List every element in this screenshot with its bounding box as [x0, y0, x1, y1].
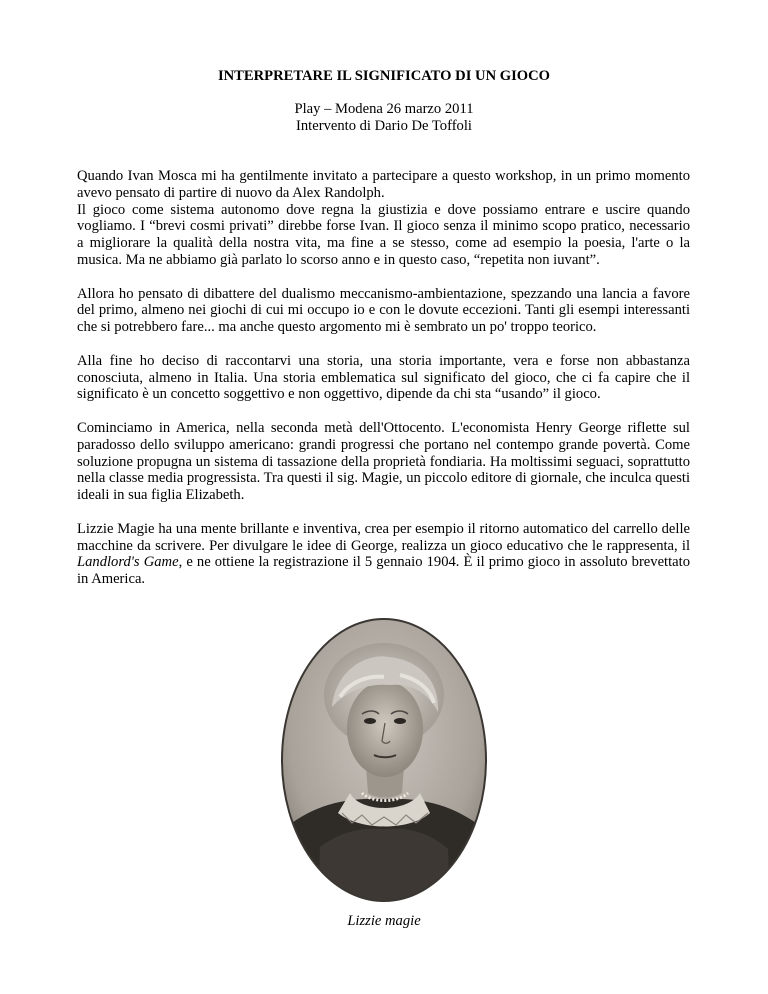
paragraph-5 — [77, 521, 690, 588]
document-subtitle — [0, 101, 768, 135]
author-line: Intervento di Dario De Toffoli — [296, 117, 472, 134]
document-title: INTERPRETARE IL SIGNIFICATO DI UN GIOCO — [217, 68, 551, 84]
paragraph-4: Cominciamo in America, nella seconda metà dell'Ottocento. L'economista Henry George riflette sul paradosso dello sviluppo americano: grandi progressi che portano nel contempo grande povertà. Come soluzione propugna un sistema di tassazione della proprietà fondiaria. Ha moltissimi seguaci, soprattutto nella classe media progressista. Tra questi il sig. Magie, un piccolo editore di giornale, che inculca questi ideali in sua figlia Elizabeth. — [77, 419, 690, 504]
paragraph-2: Allora ho pensato di dibattere del dualismo meccanismo-ambientazione, spezzando una lancia a favore del primo, almeno nei giochi di cui mi occupo io e con le dovute eccezioni. Tanti gli esempi interessanti che si potrebbero fare... ma anche questo argomento mi è sembrato un po' troppo teorico. — [77, 285, 690, 336]
event-line: Play – Modena 26 marzo 2011 — [294, 101, 474, 117]
paragraph-1-sentence-1: Quando Ivan Mosca mi ha gentilmente invitato a partecipare a questo workshop, in un primo momento avevo pensato di partire di nuovo da Alex Randolph. — [77, 168, 690, 201]
portrait-image — [280, 617, 488, 903]
paragraph-1 — [77, 168, 690, 269]
paragraph-1-sentence-2: Il gioco come sistema autonomo dove regna la giustizia e dove possiamo entrare e uscire quando vogliamo. I “brevi cosmi privati” direbbe forse Ivan. Il gioco senza il minimo scopo pratico, necessario a migliorare la qualità della nostra vita, ma fine a se stesso, come ad esempio la poesia, l'arte o la musica. Ma ne abbiamo già parlato lo scorso anno e in questo caso, “repetita non iuvant”. — [77, 201, 690, 268]
paragraph-5-text-b: , e ne ottiene la registrazione il 5 gennaio 1904. È il primo gioco in assoluto brevettato in America. — [77, 554, 690, 588]
paragraph-3: Alla fine ho deciso di raccontarvi una storia, una storia importante, vera e forse non abbastanza conosciuta, almeno in Italia. Una storia emblematica sul significato del gioco, che ci fa capire che il significato è un concetto soggettivo e non oggettivo, dipende da chi sta “usando” il gioco. — [77, 352, 690, 403]
paragraph-5-text-a: Lizzie Magie ha una mente brillante e inventiva, crea per esempio il ritorno automatico del carrello delle macchine da scrivere. Per divulgare le idee di George, realizza un gioco educativo che le rappresenta, il — [77, 520, 690, 554]
photo-caption: Lizzie magie — [347, 913, 421, 929]
document-body — [77, 168, 690, 605]
portrait-photo — [280, 617, 488, 903]
game-title: Landlord's Game — [77, 554, 179, 571]
